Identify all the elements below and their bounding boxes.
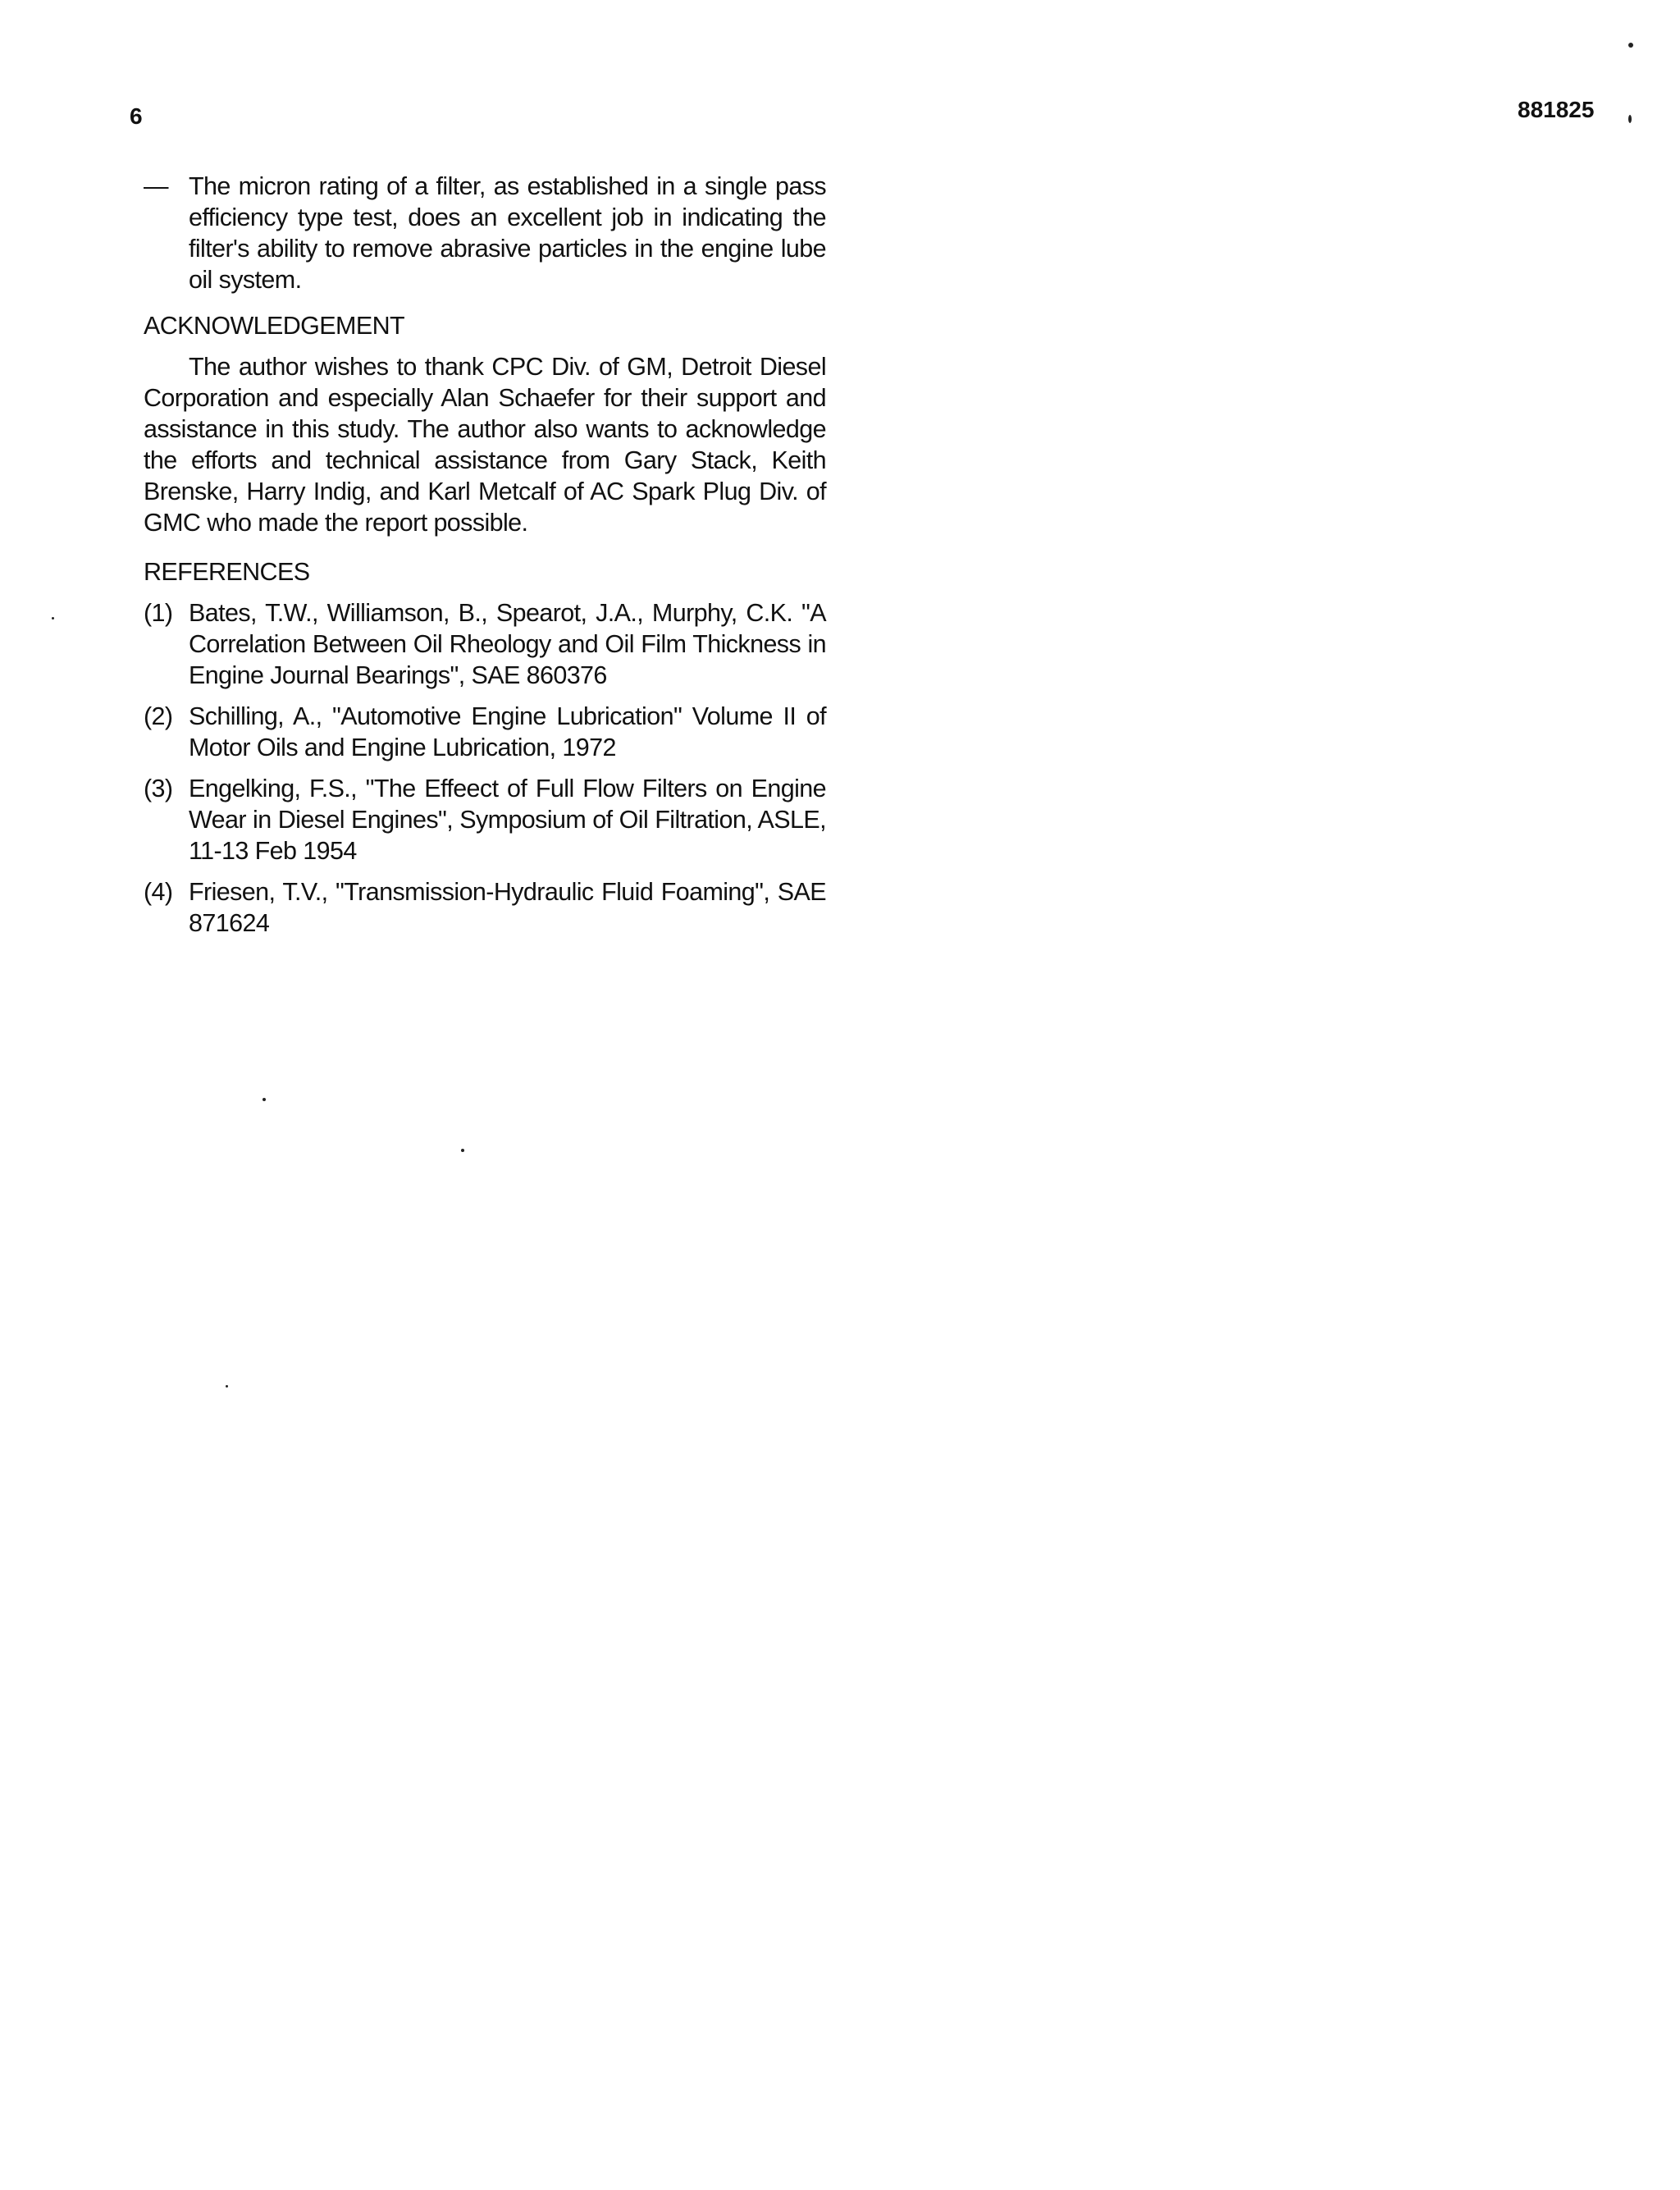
page-number: 6	[130, 103, 143, 129]
reference-item	[144, 701, 826, 763]
acknowledgement-text: The author wishes to thank CPC Div. of GM, Detroit Diesel Corporation and especially Alan Schaefer for their support and assistance in this study. The author also wants to acknowledge the efforts and technical assistance from Gary Stack, Keith Brenske, Harry Indig, and Karl Metcalf of AC Spark Plug Div. of GMC who made the report possible.	[144, 353, 826, 537]
scan-speck	[1628, 115, 1632, 123]
reference-number: (2)	[144, 702, 173, 730]
acknowledgement-heading: ACKNOWLEDGEMENT	[144, 312, 405, 340]
bullet-text: The micron rating of a filter, as established in a single pass efficiency type test, does an excellent job in indicating the filter's ability to remove abrasive particles in the engine lube oil system.	[189, 172, 826, 294]
reference-text: Friesen, T.V., "Transmission-Hydraulic Fluid Foaming", SAE 871624	[189, 878, 826, 937]
bullet-dash: —	[144, 172, 168, 200]
reference-text: Engelking, F.S., "The Effeect of Full Flow Filters on Engine Wear in Diesel Engines", Symposium of Oil Filtration, ASLE, 11-13 Feb 1954	[189, 775, 826, 865]
reference-number: (3)	[144, 775, 173, 802]
bullet-item	[144, 171, 826, 295]
reference-number: (4)	[144, 878, 173, 906]
references-heading: REFERENCES	[144, 558, 310, 586]
reference-item	[144, 876, 826, 939]
reference-item	[144, 597, 826, 691]
scan-speck	[262, 1098, 266, 1101]
reference-number: (1)	[144, 599, 173, 627]
reference-item	[144, 773, 826, 866]
reference-text: Bates, T.W., Williamson, B., Spearot, J.A., Murphy, C.K. "A Correlation Between Oil Rheology and Oil Film Thickness in Engine Journal Bearings", SAE 860376	[189, 599, 826, 689]
scan-speck	[1628, 43, 1633, 48]
scan-speck	[52, 617, 54, 620]
document-number: 881825	[1518, 97, 1595, 122]
scan-speck	[226, 1385, 228, 1388]
scan-speck	[461, 1149, 464, 1152]
text-column	[144, 171, 826, 949]
reference-text: Schilling, A., "Automotive Engine Lubrication" Volume II of Motor Oils and Engine Lubrication, 1972	[189, 702, 826, 761]
